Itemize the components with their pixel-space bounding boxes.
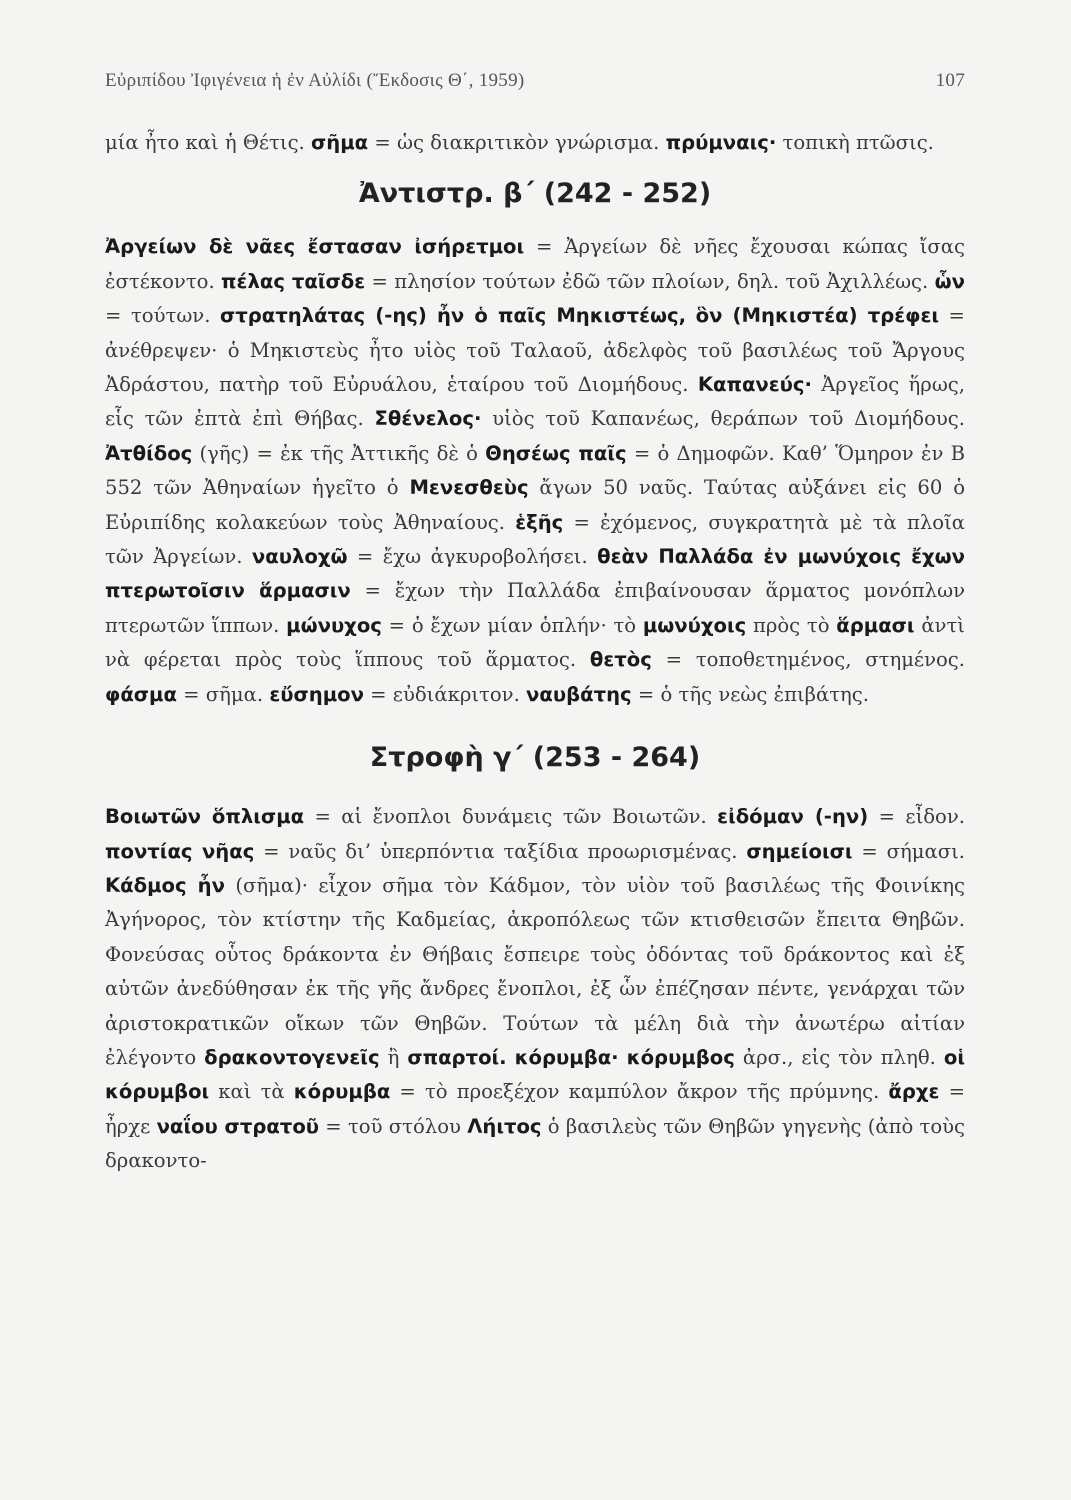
gloss-text: = αἱ ἔνοπλοι δυνάμεις τῶν Βοιωτῶν. xyxy=(304,805,718,829)
gloss-text: = ἀνέθρεψεν· ὁ Μηκιστεὺς ἦτο υἱὸς τοῦ Ταλαοῦ, ἀδελφὸς τοῦ βασιλέως τοῦ Ἄργους Ἀδράστου, πατὴρ τοῦ Εὐρυάλου, ἑταίρου τοῦ Διομήδους. xyxy=(105,304,965,397)
lemma: σπαρτοί. xyxy=(407,1045,507,1069)
gloss-text: ἢ xyxy=(379,1045,408,1069)
gloss-text: = σήμασι. xyxy=(852,839,966,863)
lemma: θεὰν Παλλάδα ἐν μωνύχοις ἔχων πτερωτοῖσιν ἅρμασιν xyxy=(105,545,965,603)
gloss-text: Ἀργεῖος ἥρως, εἷς τῶν ἑπτὰ ἐπὶ Θήβας. xyxy=(105,373,965,431)
lemma: θετὸς xyxy=(589,648,652,672)
gloss-text: (σῆμα)· εἶχον σῆμα τὸν Κάδμον, τὸν υἱὸν τοῦ βασιλέως τῆς Φοινίκης Ἀγήνορος, τὸν κτίστην τῆς Καδμείας, ἀκροπόλεως τῶν κτισθεισῶν ἔπειτα Θηβῶν. Φονεύσας οὗτος δράκοντα ἐν Θήβαις ἔσπειρε τοὺς ὀδόντας τοῦ δράκοντος καὶ ἐξ αὐτῶν ἀνεδύθησαν ἐκ τῆς γῆς ἄνδρες ἔνοπλοι, ἐξ ὧν ἐπέζησαν πέντε, γενάρχαι τῶν ἀριστοκρατικῶν οἴκων τῶν Θηβῶν. Τούτων τὰ μέλη διὰ τὴν ἀνωτέρω αἰτίαν ἐλέγοντο xyxy=(105,873,965,1069)
gloss-text: = πλησίον τούτων ἐδῶ τῶν πλοίων, δηλ. τοῦ Ἀχιλλέως. xyxy=(365,269,935,293)
gloss-text: = ἦρχε xyxy=(105,1080,965,1138)
gloss-text xyxy=(507,1046,515,1069)
lemma: κόρυμβα xyxy=(293,1080,391,1104)
gloss-text: = ὁ τῆς νεὼς ἐπιβάτης. xyxy=(631,682,869,706)
gloss-text: ἄγων 50 ναῦς. Ταύτας αὐξάνει εἰς 60 ὁ Εὐριπίδης κολακεύων τοὺς Ἀθηναίους. xyxy=(105,476,965,534)
lemma: Βοιωτῶν ὅπλισμα xyxy=(105,805,305,829)
lemma: οἱ κόρυμβοι xyxy=(105,1045,965,1104)
gloss-text: τοπικὴ πτῶσις. xyxy=(776,131,934,154)
lemma: ναΐου στρατοῦ xyxy=(156,1114,320,1138)
lemma: στρατηλάτας (-ης) ἦν ὁ παῖς Μηκιστέως, xyxy=(219,304,687,328)
lemma: Μενεσθεὺς xyxy=(409,476,529,500)
gloss-text: υἱὸς τοῦ Καπανέως, θεράπων τοῦ Διομήδους. xyxy=(481,407,965,431)
intro-paragraph xyxy=(105,126,965,160)
lemma: ὃν (Μηκιστέα) τρέφει xyxy=(695,304,940,328)
running-title: Εὐριπίδου Ἰφιγένεια ἡ ἐν Αὐλίδι (Ἔκδοσις Θ΄, 1959) xyxy=(105,70,525,91)
book-page xyxy=(105,70,965,1179)
lemma: ἑξῆς xyxy=(515,510,564,534)
lemma: μωνύχοις xyxy=(642,613,747,637)
gloss-text: = ὁ Δημοφῶν. Καθ’ Ὅμηρον ἐν Β 552 τῶν Ἀθηναίων ἡγεῖτο ὁ xyxy=(105,441,965,500)
lemma: μώνυχος xyxy=(286,613,382,637)
lemma: πέλας ταῖσδε xyxy=(221,269,366,293)
lemma: δρακοντογενεῖς xyxy=(204,1045,380,1069)
lemma: σῆμα xyxy=(311,131,369,154)
gloss-text: = ὁ ἔχων μίαν ὁπλήν· τὸ xyxy=(381,613,643,637)
gloss-text: = τὸ προεξέχον καμπύλον ἄκρον τῆς πρύμνης. xyxy=(390,1080,889,1104)
lemma: ναυλοχῶ xyxy=(251,545,348,569)
gloss-text: = ἐχόμενος, συγκρατητὰ μὲ τὰ πλοῖα τῶν Ἀργείων. xyxy=(105,510,965,569)
gloss-text: = ναῦς δι’ ὑπερπόντια ταξίδια προωρισμένας. xyxy=(254,839,747,863)
gloss-text: = ἔχω ἀγκυροβολήσει. xyxy=(347,545,598,569)
lemma: πρύμναις· xyxy=(665,131,777,154)
gloss-text: = ἔχων τὴν Παλλάδα ἐπιβαίνουσαν ἅρματος μονόπλων πτερωτῶν ἵππων. xyxy=(105,579,965,637)
gloss-text: = τούτων. xyxy=(105,304,220,328)
lemma: κόρυμβα· xyxy=(514,1045,619,1069)
gloss-text: (γῆς) = ἐκ τῆς Ἀττικῆς δὲ ὁ xyxy=(192,441,486,465)
lemma: Λήιτος xyxy=(467,1114,542,1138)
gloss-text xyxy=(619,1046,627,1069)
gloss-text: = τοποθετημένος, στημένος. xyxy=(651,648,965,672)
lemma: εἰδόμαν (-ην) xyxy=(717,805,869,829)
lemma: Καπανεύς· xyxy=(697,373,812,397)
gloss-text: μία ἦτο καὶ ἡ Θέτις. xyxy=(105,131,312,154)
page-number: 107 xyxy=(935,70,965,91)
gloss-text: πρὸς τὸ xyxy=(746,613,837,637)
gloss-text: ἀντὶ νὰ φέρεται πρὸς τοὺς ἵππους τοῦ ἅρματος. xyxy=(105,613,965,672)
lemma: ὧν xyxy=(934,269,965,293)
lemma: Θησέως παῖς xyxy=(485,441,627,465)
page-header xyxy=(105,70,965,106)
strophe-commentary xyxy=(105,800,965,1178)
lemma: Κάδμος ἦν xyxy=(105,873,225,897)
lemma: κόρυμβος xyxy=(626,1045,735,1069)
gloss-text: = τοῦ στόλου xyxy=(319,1114,468,1138)
lemma: Ἀτθίδος xyxy=(105,441,193,465)
lemma: ἅρμασι xyxy=(836,613,915,637)
gloss-text xyxy=(686,304,696,327)
gloss-text: = ὡς διακριτικὸν γνώρισμα. xyxy=(368,131,666,154)
gloss-text: = σῆμα. xyxy=(176,682,270,706)
lemma: Σθένελος· xyxy=(374,407,482,431)
lemma: ποντίας νῆας xyxy=(105,839,255,863)
lemma: εὔσημον xyxy=(269,682,364,706)
lemma: ναυβάτης xyxy=(526,682,632,706)
gloss-text: = εἶδον. xyxy=(868,805,965,829)
gloss-text: ἀρσ., εἰς τὸν πληθ. xyxy=(734,1045,944,1069)
gloss-text: = Ἀργείων δὲ νῆες ἔχουσαι κώπας ἴσας ἐστέκοντο. xyxy=(105,235,965,293)
lemma: σημείοισι xyxy=(746,839,853,863)
antistrophe-commentary xyxy=(105,230,965,712)
gloss-text: ὁ βασιλεὺς τῶν Θηβῶν γηγενὴς (ἀπὸ τοὺς δρακοντο- xyxy=(105,1114,966,1173)
antistrophe-heading: Ἀντιστρ. β΄ (242 - 252) xyxy=(358,178,712,210)
gloss-text: = εὐδιάκριτον. xyxy=(363,682,527,706)
strophe-heading: Στροφὴ γ΄ (253 - 264) xyxy=(369,742,701,774)
lemma: φάσμα xyxy=(105,682,177,706)
lemma: ἄρχε xyxy=(888,1080,940,1104)
lemma: Ἀργείων δὲ νᾶες ἔστασαν ἰσήρετμοι xyxy=(105,235,525,259)
gloss-text: καὶ τὰ xyxy=(209,1080,294,1104)
